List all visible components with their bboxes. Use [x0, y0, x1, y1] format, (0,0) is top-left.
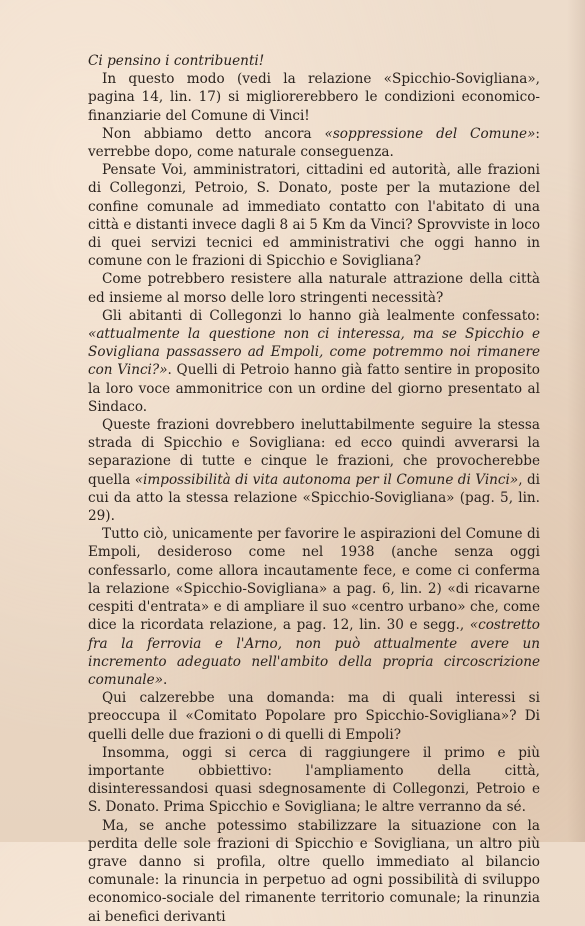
paragraph-text: Come potrebbero resistere alla naturale attrazione della città ed insieme al morso delle loro stringenti necessità? — [88, 271, 540, 306]
paragraph-text: Qui calzerebbe una domanda: ma di quali interessi si preoccupa il «Comitato Popolare pro Spicchio-Sovigliana»? Di quelli delle due frazioni o di quelli di Empoli? — [88, 690, 540, 743]
paragraph-text: In questo modo (vedi la relazione «Spicchio-Sovigliana», pagina 14, lin. 17) si migliorerebbero le condizioni economico-finanziarie del Comune di Vinci! — [88, 71, 540, 124]
italic-quote: «attualmente la questione non ci interessa, ma se Spicchio e Sovigliana passassero ad Empoli, come potremmo noi rimanere con Vinci?» — [88, 326, 540, 379]
paragraph — [88, 689, 540, 744]
body-text — [88, 70, 540, 926]
paragraph-text: . Quelli di Petroio hanno già fatto sentire in proposito la loro voce ammonitrice con un ordine del giorno presentato al Sindaco. — [88, 362, 540, 415]
paragraph — [88, 70, 540, 125]
paragraph — [88, 125, 540, 161]
paragraph-text: : verrebbe dopo, come naturale conseguenza. — [88, 125, 540, 161]
paragraph — [88, 525, 540, 689]
section-heading: Ci pensino i contribuenti! — [88, 53, 265, 69]
paragraph — [88, 270, 540, 306]
paragraph-text: Queste frazioni dovrebbero ineluttabilmente seguire la stessa strada di Spicchio e Sovigliana: ed ecco quindi avverarsi la separazione di tutte e cinque le frazioni, che provocherebbe quella — [88, 417, 540, 488]
paragraph-text: Tutto ciò, unicamente per favorire le aspirazioni del Comune di Empoli, desideroso come nel 1938 (anche senza oggi confessarlo, come allora incautamente fece, e come ci conferma la relazione «Spicchio-Sovigliana» a pag. 6, lin. 2) «di ricavarne cespiti d'entrata» e di ampliare il suo «centro urbano» che, come dice la ricordata relazione, a pag. 12, lin. 30 e segg., — [88, 526, 540, 634]
page-edge-shadow — [567, 0, 585, 842]
paragraph — [88, 817, 540, 926]
italic-quote: «impossibilità di vita autonoma per il Comune di Vinci» — [134, 471, 519, 488]
paragraph — [88, 744, 540, 817]
paragraph-text: Gli abitanti di Collegonzi lo hanno già lealmente confessato: — [102, 307, 540, 324]
paragraph — [88, 307, 540, 416]
italic-quote: «soppressione del Comune» — [324, 125, 536, 142]
paragraph-text: Pensate Voi, amministratori, cittadini ed autorità, alle frazioni di Collegonzi, Petroio, S. Donato, poste per la mutazione del confine comunale ad immediato contatto con l'abitato di una città e distanti invece dagli 8 ai 5 Km da Vinci? Sprovviste in loco di quei servizi tecnici ed amministrativi che oggi hanno in comune con le frazioni di Spicchio e Sovigliana? — [88, 162, 540, 270]
paragraph — [88, 161, 540, 270]
paragraph-text: Ma, se anche potessimo stabilizzare la situazione con la perdita delle sole frazioni di Spicchio e Sovigliana, un altro più grave danno si profila, oltre quello immediato al bilancio comunale: la rinuncia in perpetuo ad ogni possibilità di sviluppo economico-sociale del rimanente territorio comunale; la rinunzia ai benefici derivanti — [88, 817, 540, 925]
paragraph-text: . — [163, 671, 168, 688]
paragraph — [88, 416, 540, 525]
paragraph-text: Non abbiamo detto ancora — [102, 125, 325, 142]
paragraph-text: Insomma, oggi si cerca di raggiungere il primo e più importante obbiettivo: l'ampliamento della città, disinteressandosi quasi sdegnosamente di Collegonzi, Petroio e S. Donato. Prima Spicchio e Sovigliana; le altre verranno da sé. — [88, 744, 540, 816]
paragraph-text: , di cui da atto la stessa relazione «Spicchio-Sovigliana» (pag. 5, lin. 29). — [88, 471, 541, 525]
italic-quote: «costretto fra la ferrovia e l'Arno, non può attualmente avere un incremento adeguato nell'ambito della propria circoscrizione comunale» — [88, 617, 540, 688]
document-page — [88, 52, 540, 926]
